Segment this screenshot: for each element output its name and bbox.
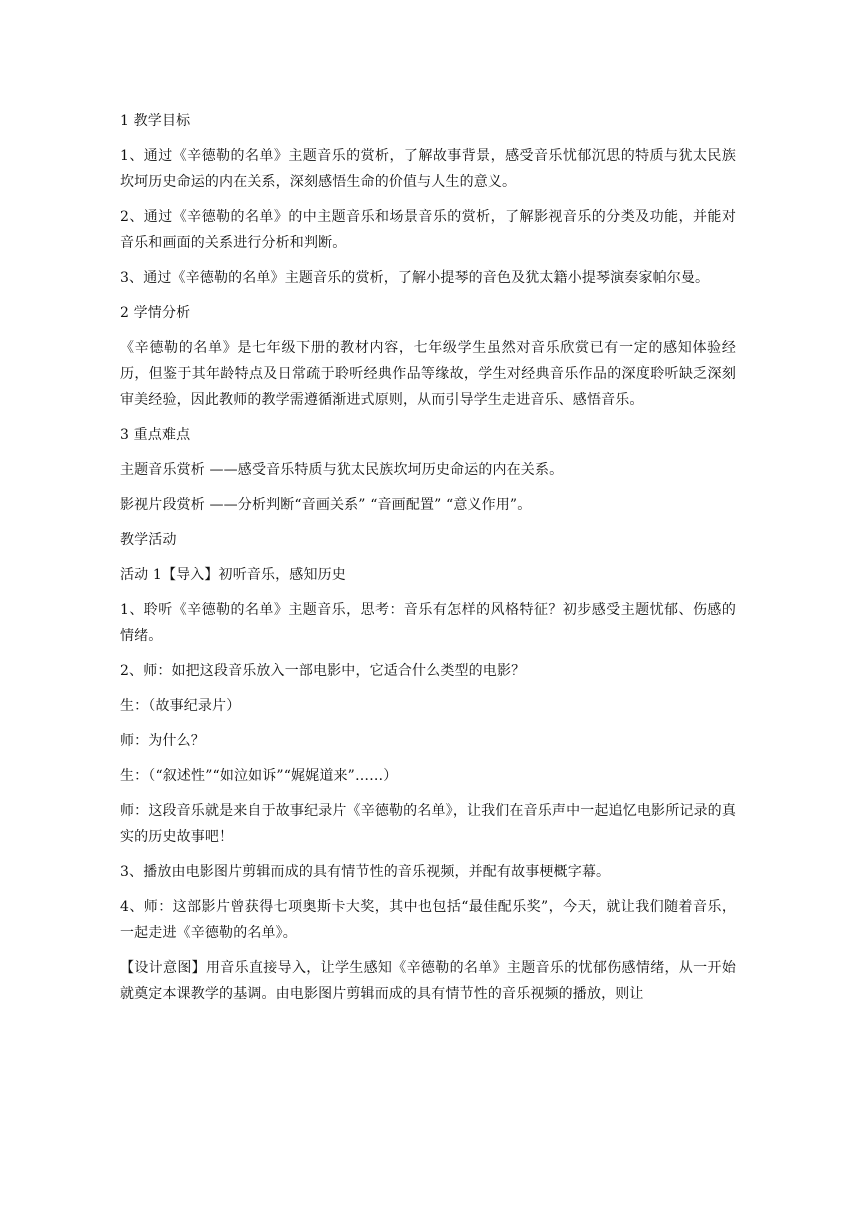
dialogue-student-2: 生：（“叙述性”“如泣如诉”“娓娓道来”……） xyxy=(120,768,398,784)
goal-item-1: 1、通过《辛德勒的名单》主题音乐的赏析，了解故事背景，感受音乐忧郁沉思的特质与犹太民族坎坷历史命运的内在关系，深刻感悟生命的价值与人生的意义。 xyxy=(120,148,736,190)
goal-item-3: 3、通过《辛德勒的名单》主题音乐的赏析，了解小提琴的音色及犹太籍小提琴演奏家帕尔曼。 xyxy=(120,270,710,286)
goal-item-2: 2、通过《辛德勒的名单》的中主题音乐和场景音乐的赏析，了解影视音乐的分类及功能，并能对音乐和画面的关系进行分析和判断。 xyxy=(120,209,736,251)
heading-teaching-activities: 教学活动 xyxy=(120,532,177,548)
activity-step-1: 1、聆听《辛德勒的名单》主题音乐，思考：音乐有怎样的风格特征？初步感受主题忧郁、伤感的情绪。 xyxy=(120,602,736,644)
document-page xyxy=(120,108,736,1016)
activity-step-4: 4、师：这部影片曾获得七项奥斯卡大奖，其中也包括“最佳配乐奖”，今天，就让我们随着音乐，一起走进《辛德勒的名单》。 xyxy=(120,899,736,941)
dialogue-student-1: 生：（故事纪录片） xyxy=(120,698,241,714)
heading-key-points: 3 重点难点 xyxy=(120,427,191,443)
heading-teaching-goals: 1 教学目标 xyxy=(120,113,191,129)
key-point-film-clip: 影视片段赏析 ——分析判断“音画关系” “音画配置” “意义作用”。 xyxy=(120,497,532,513)
activity-1-title: 活动 1【导入】初听音乐，感知历史 xyxy=(120,567,346,583)
key-point-theme-music: 主题音乐赏析 ——感受音乐特质与犹太民族坎坷历史命运的内在关系。 xyxy=(120,462,564,478)
student-analysis-text: 《辛德勒的名单》是七年级下册的教材内容，七年级学生虽然对音乐欣赏已有一定的感知体验经历，但鉴于其年龄特点及日常疏于聆听经典作品等缘故，学生对经典音乐作品的深度聆听缺乏深刻审美经验，因此教师的教学需遵循渐进式原则，从而引导学生走进音乐、感悟音乐。 xyxy=(120,340,736,408)
activity-step-3: 3、播放由电影图片剪辑而成的具有情节性的音乐视频，并配有故事梗概字幕。 xyxy=(120,864,611,880)
design-intent: 【设计意图】用音乐直接导入，让学生感知《辛德勒的名单》主题音乐的忧郁伤感情绪，从一开始就奠定本课教学的基调。由电影图片剪辑而成的具有情节性的音乐视频的播放，则让 xyxy=(120,960,736,1002)
dialogue-teacher-2: 师：这段音乐就是来自于故事纪录片《辛德勒的名单》，让我们在音乐声中一起追忆电影所记录的真实的历史故事吧！ xyxy=(120,803,736,845)
heading-student-analysis: 2 学情分析 xyxy=(120,305,191,321)
activity-step-2: 2、师：如把这段音乐放入一部电影中，它适合什么类型的电影？ xyxy=(120,663,526,679)
dialogue-teacher-1: 师：为什么？ xyxy=(120,733,205,749)
